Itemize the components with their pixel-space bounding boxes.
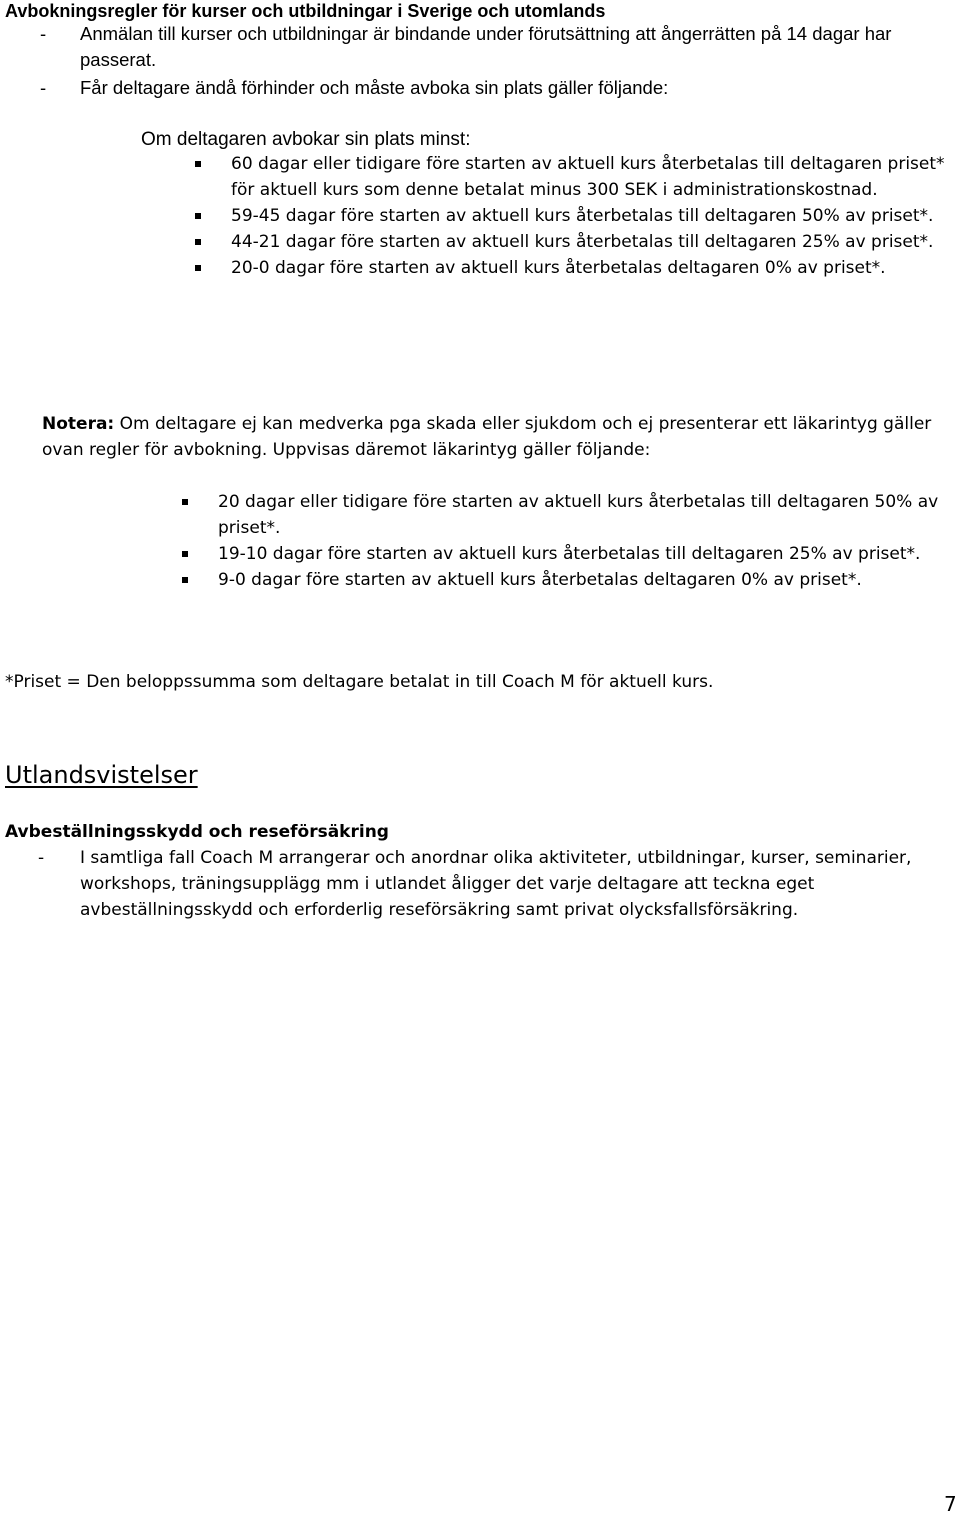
square-bullet-icon xyxy=(195,161,201,167)
tier-text: 44-21 dagar före starten av aktuell kurs återbetalas till deltagaren 25% av priset*. xyxy=(231,232,934,252)
dash-marker: - xyxy=(40,77,47,98)
list-item xyxy=(180,567,960,593)
sub-title: Avbeställningsskydd och reseförsäkring xyxy=(5,822,389,842)
dash-marker: - xyxy=(38,848,45,868)
list-item xyxy=(193,255,953,281)
list-item xyxy=(193,203,953,229)
tier-text: 19-10 dagar före starten av aktuell kurs återbetalas till deltagaren 25% av priset*. xyxy=(218,544,921,564)
note-text: Om deltagare ej kan medverka pga skada eller sjukdom och ej presenterar ett läkarintyg gäller ovan regler för avbokning. Uppvisas däremot läkarintyg gäller följande: xyxy=(42,414,932,460)
cancellation-tier-list xyxy=(193,151,953,281)
medical-tier-list xyxy=(180,489,960,593)
list-item xyxy=(193,151,953,203)
list-item xyxy=(180,489,960,541)
note-paragraph xyxy=(42,411,952,463)
list-item xyxy=(193,229,953,255)
tier-text: 20-0 dagar före starten av aktuell kurs återbetalas deltagaren 0% av priset*. xyxy=(231,258,886,278)
tier-text: 59-45 dagar före starten av aktuell kurs återbetalas till deltagaren 50% av priset*. xyxy=(231,206,934,226)
note-label: Notera: xyxy=(42,414,115,434)
square-bullet-icon xyxy=(195,239,201,245)
dash-marker: - xyxy=(40,23,47,44)
list-item xyxy=(180,541,960,567)
page-number: 7 xyxy=(944,1492,957,1516)
section-title: Utlandsvistelser xyxy=(5,761,198,789)
tier-text: 20 dagar eller tidigare före starten av aktuell kurs återbetalas till deltagaren 50% av priset*. xyxy=(218,492,939,538)
square-bullet-icon xyxy=(182,577,188,583)
tier-text: 60 dagar eller tidigare före starten av aktuell kurs återbetalas till deltagaren priset* för aktuell kurs som denne betalat minus 300 SEK i administrationskostnad. xyxy=(231,154,945,200)
abroad-rule-text: I samtliga fall Coach M arrangerar och anordnar olika aktiviteter, utbildningar, kurser, seminarier, workshops, träningsupplägg mm i utlandet åligger det varje deltagare att teckna eget avbeställningsskydd och erforderlig reseförsäkring samt privat olycksfallsförsäkring. xyxy=(80,848,912,920)
square-bullet-icon xyxy=(195,213,201,219)
square-bullet-icon xyxy=(195,265,201,271)
price-footnote: *Priset = Den beloppssumma som deltagare betalat in till Coach M för aktuell kurs. xyxy=(5,672,714,692)
tier-text: 9-0 dagar före starten av aktuell kurs återbetalas deltagaren 0% av priset*. xyxy=(218,570,862,590)
rule-text: Anmälan till kurser och utbildningar är bindande under förutsättning att ångerrätten på 14 dagar har passerat. xyxy=(80,23,892,70)
document-heading: Avbokningsregler för kurser och utbildningar i Sverige och utomlands xyxy=(5,1,606,21)
cancellation-intro: Om deltagaren avbokar sin plats minst: xyxy=(141,129,471,150)
rule-text: Får deltagare ändå förhinder och måste avboka sin plats gäller följande: xyxy=(80,77,669,98)
square-bullet-icon xyxy=(182,551,188,557)
square-bullet-icon xyxy=(182,499,188,505)
